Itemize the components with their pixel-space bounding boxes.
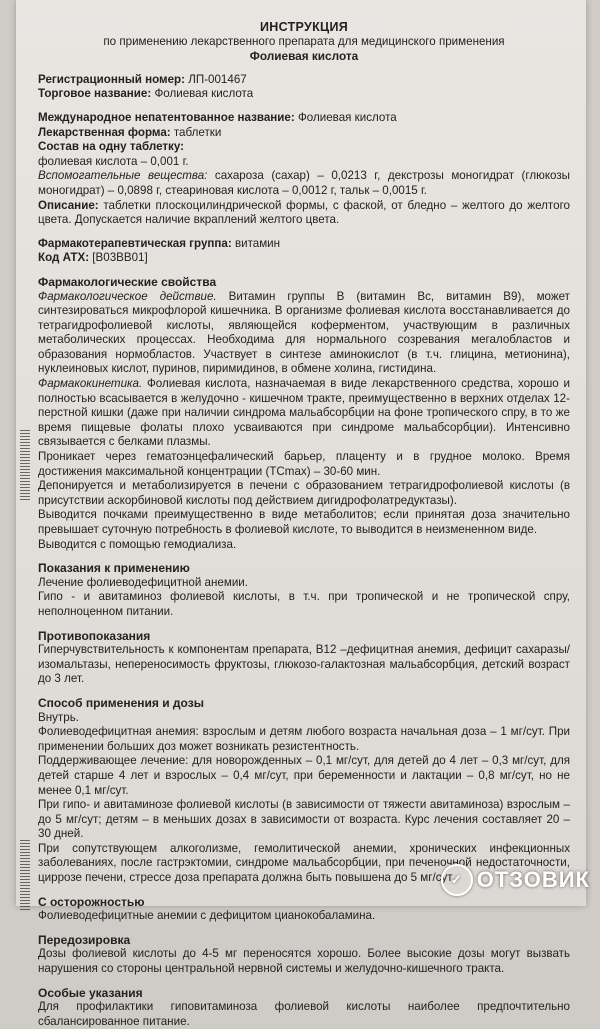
overdose-text: Дозы фолиевой кислоты до 4-5 мг переносятся хорошо. Более высокие дозы могут вызвать нарушения со стороны центральной нервной системы и желудочно-кишечного тракта.: [38, 947, 570, 976]
caution-heading: С осторожностью: [38, 894, 145, 909]
indication-item: Гипо - и авитаминоз фолиевой кислоты, в т.ч. при тропической и не тропической спру, неполноценном питании.: [38, 590, 570, 618]
caution-text: Фолиеводефицитные анемии с дефицитом цианокобаламина.: [38, 909, 376, 923]
pharm-p5: Выводится с помощью гемодиализа.: [38, 537, 237, 551]
doc-title: ИНСТРУКЦИЯ: [259, 20, 349, 34]
pharm-p2: Проникает через гематоэнцефалический барьер, плаценту и в грудное молоко. Время достижения максимальной концентрации (TCmax) – 30-60 мин.: [38, 450, 570, 478]
watermark-logo: [441, 864, 590, 896]
dosage-item: При сопутствующем алкоголизме, гемолитической анемии, хронических инфекционных заболеваниях, после гастрэктомии, синдроме мальабсорбции, при печеночной недостаточности, циррозе печени, стрессе доза препарата должна быть повышена до 5 мг/сут.: [38, 841, 570, 885]
composition-excipients: Вспомогательные вещества: сахароза (сахар) – 0,0213 г, декстрозы моногидрат (глюкозы моногидрат) – 0,0898 г, стеариновая кислота – 0,0012 г, тальк – 0,0015 г.: [38, 169, 570, 197]
indication-item: Лечение фолиеводефицитной анемии.: [38, 575, 248, 589]
dosage-item: Фолиеводефицитная анемия: взрослым и детям любого возраста начальная доза – 1 мг/сут. При применении больших доз может возникать резистентность.: [38, 725, 570, 753]
watermark-text: ОТЗОВИК: [476, 867, 590, 892]
document-sheet: [16, 0, 586, 1028]
dosage-heading: Способ применения и дозы: [38, 695, 204, 710]
dosage-item: Внутрь.: [38, 710, 79, 724]
dosage-item: Поддерживающее лечение: для новорожденных – 0,1 мг/сут, для детей до 4 лет – 0,3 мг/сут, для детей старше 4 лет и взрослых – 0,4 мг/сут, при беременности и лактации – 0,8 мг/сут, но не менее 0,1 мг/сут.: [38, 754, 570, 797]
composition-label: Состав на одну таблетку:: [38, 140, 184, 154]
watermark-icon: ✓: [441, 864, 473, 896]
dosage-item: При гипо- и авитаминозе фолиевой кислоты (в зависимости от тяжести авитаминоза) взрослым – до 5 мг/сут; детям – в меньших дозах в зависимости от возраста. Курс лечения составляет 20 – 30 дней.: [38, 798, 570, 841]
inn-line: Международное непатентованное название: Фолиевая кислота: [38, 110, 397, 124]
registration-line: Регистрационный номер: ЛП-001467: [38, 72, 247, 86]
composition-active: фолиевая кислота – 0,001 г.: [38, 154, 189, 168]
special-text: Для профилактики гиповитаминоза фолиевой кислоты наиболее предпочтительно сбалансированное питание.: [38, 1000, 570, 1028]
contraindications-text: Гиперчувствительность к компонентам препарата, В12 –дефицитная анемия, дефицит сахаразы/изомальтазы, непереносимость фруктозы, глюкозо-галактозная мальабсорбция, детский возраст до 3 лет.: [38, 643, 570, 686]
pharm-kinetics: Фармакокинетика. Фолиевая кислота, назначаемая в виде лекарственного средства, хорошо и полностью всасывается в желудочно - кишечном тракте, преимущественно в верхних отделах 12-перстной кишки (даже при наличии синдрома мальабсорбции на фоне тропического спру, в то же время пищевые фолаты плохо усваиваются при синдроме мальабсорбции). Интенсивно связывается с белками плазмы.: [38, 377, 570, 449]
binding-marks: [20, 840, 30, 910]
special-heading: Особые указания: [38, 985, 143, 1000]
indications-heading: Показания к применению: [38, 561, 190, 576]
drug-name: Фолиевая кислота: [249, 49, 359, 64]
pharm-action: Фармакологическое действие. Витамин группы В (витамин Вc, витамин В9), может синтезироваться микрофлорой кишечника. В организме фолиевая кислота восстанавливается до тетрагидрофолиевой кислоты, являющейся коферментом, участвующим в различных метаболических процессах. Необходима для нормального созревания мегалобластов и образования нормобластов. Участвует в синтезе аминокислот (в т.ч. глицина, метионина), нуклеиновых кислот, пуринов, пиримидинов, в обмене холина, гистидина.: [38, 289, 570, 376]
binding-marks: [20, 430, 30, 500]
pharm-group-line: Фармакотерапевтическая группа: витамин: [38, 236, 281, 250]
pharmacology-heading: Фармакологические свойства: [38, 274, 217, 289]
atx-line: Код АТХ: [B03BB01]: [38, 251, 148, 265]
contraindications-heading: Противопоказания: [38, 628, 151, 643]
trade-name-line: Торговое название: Фолиевая кислота: [38, 87, 254, 101]
composition-description: Описание: таблетки плоскоцилиндрической формы, с фаской, от бледно – желтого до желтого цвета. Допускается наличие вкраплений желтого цвета.: [38, 198, 570, 227]
pharm-p4: Выводится почками преимущественно в виде метаболитов; если принятая доза значительно превышает суточную потребность в фолиевой кислоте, то выводится в неизмененном виде.: [38, 508, 570, 536]
doc-subtitle: по применению лекарственного препарата для медицинского применения: [103, 34, 505, 48]
dosage-form-line: Лекарственная форма: таблетки: [38, 125, 222, 139]
pharm-p3: Депонируется и метаболизируется в печени с образованием тетрагидрофолиевой кислоты (в присутствии аскорбиновой кислоты под действием дигидрофолатредуктазы).: [38, 479, 570, 507]
overdose-heading: Передозировка: [38, 932, 131, 947]
